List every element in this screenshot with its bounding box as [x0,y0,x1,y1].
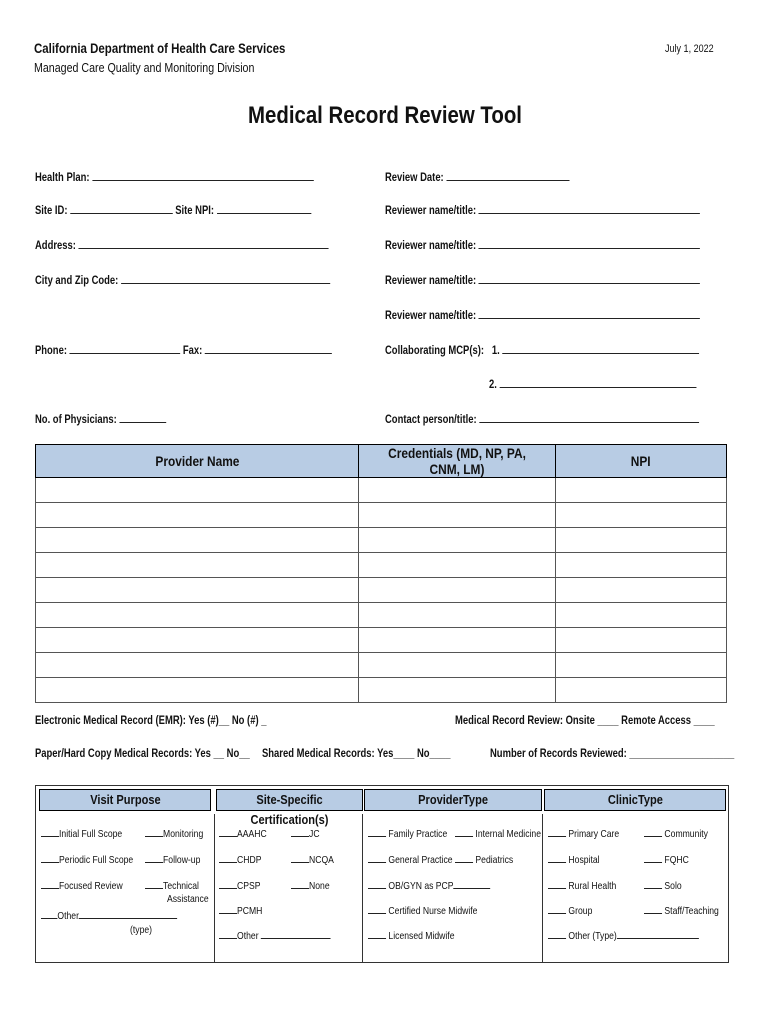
review-date-label: Review Date: [385,172,444,184]
collaborating-mcp-field-1[interactable] [385,342,699,357]
visit-purpose-header: Visit Purpose [39,789,211,811]
fqhc-option[interactable]: FQHC [644,852,689,866]
technical-assistance-option[interactable]: Technical [145,878,199,892]
internal-medicine-option[interactable]: Internal Medicine [455,826,541,840]
certified-nurse-midwife-option[interactable]: Certified Nurse Midwife [368,903,477,917]
aaahc-option[interactable]: AAAHC [219,826,267,840]
npi-cell[interactable] [556,628,727,653]
obgyn-option[interactable]: OB/GYN as PCP [368,878,490,892]
npi-cell[interactable] [556,553,727,578]
page-title: Medical Record Review Tool [248,102,522,129]
solo-option[interactable]: Solo [644,878,682,892]
none-option[interactable]: None [291,878,330,892]
reviewer-label: Reviewer name/title: [385,240,477,252]
jc-option[interactable]: JC [291,826,320,840]
community-option[interactable]: Community [644,826,708,840]
credentials-cell[interactable] [359,628,556,653]
credentials-header: Credentials (MD, NP, PA, CNM, LM) [359,445,556,478]
provider-table [35,444,727,703]
primary-care-option[interactable]: Primary Care [548,826,619,840]
collaborating-mcp-field-2[interactable] [489,376,696,391]
reviewer-label: Reviewer name/title: [385,275,477,287]
provider-name-cell[interactable] [36,503,359,528]
pcmh-option[interactable]: PCMH [219,903,262,917]
health-plan-field[interactable] [35,169,314,184]
table-row [36,628,727,653]
table-row [36,678,727,703]
credentials-cell[interactable] [359,653,556,678]
physicians-label: No. of Physicians: [35,414,117,426]
credentials-cell[interactable] [359,678,556,703]
npi-cell[interactable] [556,528,727,553]
other-visit-option[interactable]: Other [41,908,177,922]
type-hint: (type) [130,924,153,936]
credentials-cell[interactable] [359,528,556,553]
clinic-type-header: ClinicType [544,789,726,811]
npi-cell[interactable] [556,578,727,603]
collaborating-mcp-label: Collaborating MCP(s): [385,345,485,357]
staff-teaching-option[interactable]: Staff/Teaching [644,903,719,917]
npi-header: NPI [556,445,727,478]
classification-table [35,785,729,963]
ncqa-option[interactable]: NCQA [291,852,334,866]
assistance-text: Assistance [167,893,209,905]
provider-name-cell[interactable] [36,678,359,703]
table-row [36,578,727,603]
cpsp-option[interactable]: CPSP [219,878,260,892]
reviewer-label: Reviewer name/title: [385,310,477,322]
fax-label: Fax: [182,345,203,357]
organization-name: California Department of Health Care Services [34,40,286,56]
general-practice-option[interactable]: General Practice [368,852,453,866]
certification-header: Site-Specific Certification(s) [216,789,363,811]
table-row [36,653,727,678]
periodic-full-scope-option[interactable]: Periodic Full Scope [41,852,133,866]
provider-name-cell[interactable] [36,578,359,603]
city-zip-label: City and Zip Code: [35,275,119,287]
table-row [36,553,727,578]
npi-cell[interactable] [556,603,727,628]
other-certification-option[interactable]: Other [219,928,331,942]
npi-cell[interactable] [556,678,727,703]
records-reviewed-line[interactable]: Number of Records Reviewed: ____________________ [490,748,735,760]
reviewer-field-1[interactable] [385,202,700,217]
hospital-option[interactable]: Hospital [548,852,600,866]
provider-name-cell[interactable] [36,603,359,628]
phone-label: Phone: [35,345,67,357]
contact-person-field[interactable] [385,411,699,426]
provider-name-cell[interactable] [36,478,359,503]
site-npi-label: Site NPI: [175,205,215,217]
document-date: July 1, 2022 [665,43,714,55]
other-clinic-type-option[interactable]: Other (Type) [548,928,699,942]
monitoring-option[interactable]: Monitoring [145,826,203,840]
credentials-cell[interactable] [359,578,556,603]
medical-record-review-line[interactable]: Medical Record Review: Onsite ____ Remote Access ____ [455,715,715,727]
npi-cell[interactable] [556,478,727,503]
credentials-cell[interactable] [359,553,556,578]
emr-line[interactable]: Electronic Medical Record (EMR): Yes (#)__ No (#) _ [35,715,267,727]
follow-up-option[interactable]: Follow-up [145,852,200,866]
address-label: Address: [35,240,76,252]
provider-name-cell[interactable] [36,653,359,678]
site-id-label: Site ID: [35,205,68,217]
shared-records-line[interactable]: Shared Medical Records: Yes____ No____ [262,748,451,760]
division-name: Managed Care Quality and Monitoring Division [34,60,255,75]
credentials-cell[interactable] [359,603,556,628]
city-zip-field[interactable] [35,272,330,287]
table-row [36,603,727,628]
rural-health-option[interactable]: Rural Health [548,878,616,892]
chdp-option[interactable]: CHDP [219,852,261,866]
review-date-field[interactable] [385,169,569,184]
provider-name-cell[interactable] [36,553,359,578]
credentials-cell[interactable] [359,478,556,503]
health-plan-label: Health Plan: [35,172,90,184]
npi-cell[interactable] [556,503,727,528]
licensed-midwife-option[interactable]: Licensed Midwife [368,928,454,942]
phone-fax-field[interactable] [35,342,332,357]
pediatrics-option[interactable]: Pediatrics [455,852,513,866]
provider-name-cell[interactable] [36,628,359,653]
provider-name-cell[interactable] [36,528,359,553]
provider-name-header: Provider Name [36,445,359,478]
collab-number-2: 2. [489,379,497,391]
collab-number-1: 1. [491,345,500,357]
reviewer-field-2[interactable] [385,237,700,252]
contact-person-label: Contact person/title: [385,414,477,426]
credentials-cell[interactable] [359,503,556,528]
provider-type-header: ProviderType [364,789,542,811]
table-row [36,478,727,503]
family-practice-option[interactable]: Family Practice [368,826,447,840]
paper-records-line[interactable]: Paper/Hard Copy Medical Records: Yes __ No__ [35,748,250,760]
table-row [36,503,727,528]
npi-cell[interactable] [556,653,727,678]
initial-full-scope-option[interactable]: Initial Full Scope [41,826,122,840]
physicians-field[interactable] [35,411,166,426]
reviewer-field-3[interactable] [385,272,700,287]
address-field[interactable] [35,237,329,252]
table-row [36,528,727,553]
reviewer-label: Reviewer name/title: [385,205,477,217]
site-id-field[interactable] [35,202,311,217]
group-option[interactable]: Group [548,903,592,917]
focused-review-option[interactable]: Focused Review [41,878,123,892]
reviewer-field-4[interactable] [385,307,700,322]
